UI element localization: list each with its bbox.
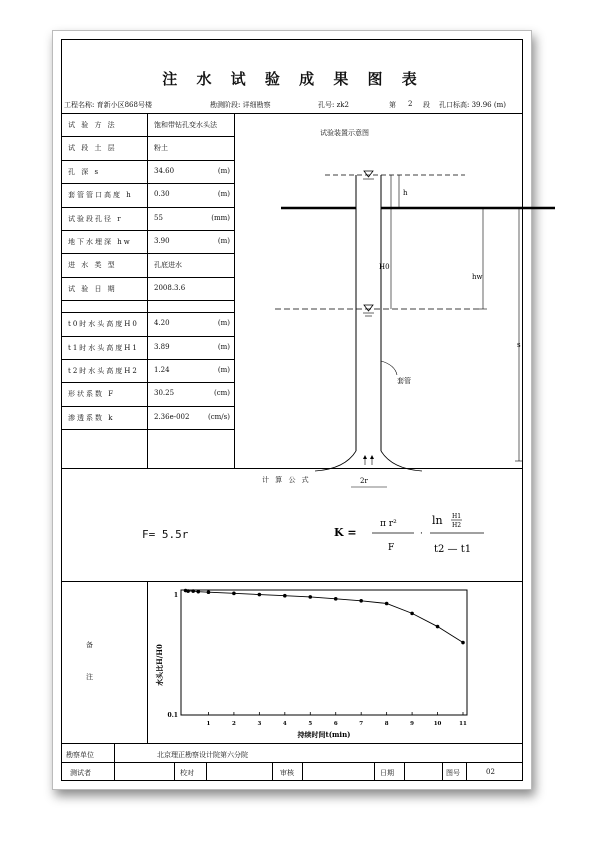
param-unit: (m): [217, 190, 230, 199]
x-tick-label: 6: [333, 721, 338, 727]
x-tick-label: 5: [308, 721, 313, 727]
hole-number: 孔号: zk2: [318, 101, 349, 109]
document-page: [52, 30, 532, 790]
checker-label: 校对: [180, 769, 194, 777]
permeability-formula: [332, 506, 502, 562]
remarks-label-2: 注: [86, 673, 93, 681]
param-label: t2时水头高度H2: [68, 367, 139, 375]
dimension-h0-label: H0: [379, 263, 390, 271]
param-label: t0时水头高度H0: [68, 320, 139, 329]
chart-axes: [181, 590, 467, 715]
data-point: [191, 589, 195, 593]
param-value: 粉土: [154, 144, 168, 153]
data-point: [436, 625, 440, 629]
y-axis-top-label: 1: [173, 592, 178, 599]
param-value: 4.20: [154, 319, 170, 328]
param-label: 形状系数 F: [68, 390, 116, 399]
param-value: 1.24: [154, 366, 170, 374]
project-name: 工程名称: 育新小区868号楼: [64, 101, 152, 109]
casing-label: 套管: [397, 377, 411, 385]
table-row-rule: [62, 359, 234, 360]
x-tick-label: 10: [433, 721, 442, 727]
table-row-rule: [62, 160, 234, 161]
formula-dot: ·: [420, 529, 423, 539]
data-point: [186, 589, 190, 593]
formula-k-lhs: K =: [334, 526, 357, 539]
hole-elevation: 孔口标高: 39.96 (m): [439, 101, 506, 109]
document-frame: [61, 39, 523, 781]
table-row-rule: [62, 207, 234, 208]
param-value: 55: [154, 213, 163, 222]
param-value: 2.36e-002: [154, 412, 190, 421]
footer-mid-rule: [62, 762, 522, 763]
x-tick-label: 1: [206, 721, 211, 727]
data-point: [258, 593, 262, 597]
param-value: 2008.3.6: [154, 283, 186, 292]
formula-h1: H1: [452, 513, 462, 520]
formula-denominator-1: F: [388, 543, 395, 553]
table-row-rule: [62, 300, 234, 301]
data-point: [232, 592, 236, 596]
footer-col-9: [466, 762, 467, 780]
param-value: 30.25: [154, 389, 175, 398]
formula-numerator-1: π r²: [380, 519, 397, 529]
param-label: 渗透系数 k: [68, 413, 115, 422]
formula-ln: ln: [432, 514, 443, 527]
diagram-title: 试验装置示意图: [320, 129, 369, 137]
survey-stage: 勘测阶段: 详细勘察: [210, 101, 271, 109]
table-row-rule: [62, 183, 234, 184]
section-suffix: 段: [423, 101, 430, 109]
shape-factor-formula: F= 5.5r: [142, 528, 189, 541]
param-label: 试 段 土 层: [68, 144, 117, 153]
footer-col-4: [272, 762, 273, 780]
formula-top-rule: [62, 468, 522, 469]
x-tick-label: 11: [459, 721, 467, 727]
param-label: 试 验 方 法: [68, 121, 117, 129]
param-label: 套管管口高度 h: [68, 191, 133, 200]
param-value: 34.60: [154, 166, 175, 175]
param-unit: (m): [217, 166, 230, 175]
data-point: [334, 597, 338, 601]
data-point: [385, 602, 389, 606]
data-point: [410, 612, 414, 616]
param-value: 3.90: [154, 237, 170, 245]
figure-number: 02: [486, 768, 495, 776]
param-unit: (m): [217, 237, 230, 245]
footer-col-5: [302, 762, 303, 780]
formula-heading: 计 算 公 式: [262, 476, 311, 484]
param-value: 0.30: [154, 190, 170, 199]
series-line: [186, 591, 463, 643]
x-tick-label: 3: [257, 721, 262, 727]
table-row-rule: [62, 253, 234, 254]
x-tick-labels: [207, 712, 467, 727]
param-unit: (m): [217, 342, 230, 351]
param-value: 孔底进水: [154, 261, 182, 270]
tester-label: 测试者: [70, 769, 91, 777]
series-points: [184, 589, 465, 645]
survey-unit-label: 勘察单位: [66, 751, 94, 759]
param-unit: (mm): [211, 213, 230, 222]
table-row-rule: [62, 382, 234, 383]
head-ratio-chart: [148, 581, 522, 743]
formula-denominator-2: t2 — t1: [434, 544, 472, 555]
param-unit: (m): [217, 319, 230, 328]
x-tick-label: 2: [231, 721, 236, 727]
dimension-s-label: s: [517, 341, 521, 349]
x-tick-label: 8: [384, 721, 389, 727]
footer-top-rule: [62, 743, 522, 744]
param-unit: (m): [217, 366, 230, 374]
date-label: 日期: [380, 769, 394, 777]
x-axis-title: 持续时间t(min): [297, 730, 351, 739]
footer-col-1: [114, 762, 115, 780]
footer-col-6: [374, 762, 375, 780]
data-point: [359, 599, 363, 603]
page-title: 注 水 试 验 成 果 图 表: [162, 70, 424, 88]
table-row-rule: [62, 277, 234, 278]
x-tick-label: 7: [359, 721, 364, 727]
y-axis-title: 水头比H/H0: [155, 644, 164, 686]
table-row-rule: [62, 429, 234, 430]
data-point: [461, 641, 465, 645]
section-number: 2: [408, 100, 413, 108]
param-value: 3.89: [154, 342, 170, 351]
footer-col-7: [404, 762, 405, 780]
y-axis-bottom-label: 0.1: [167, 712, 178, 719]
table-divider: [147, 113, 148, 468]
data-point: [207, 590, 211, 594]
param-label: 地下水埋深 hw: [68, 238, 132, 246]
table-row-rule: [62, 406, 234, 407]
table-row-rule: [62, 336, 234, 337]
footer-col-8: [442, 762, 443, 780]
dimension-h-label: h: [403, 189, 408, 197]
footer-col-3: [206, 762, 207, 780]
data-point: [308, 595, 312, 599]
survey-unit-value: 北京理正勘察设计院第六分院: [157, 751, 248, 759]
param-unit: (cm/s): [208, 412, 230, 421]
remarks-label-1: 备: [86, 641, 93, 649]
param-label: 进 水 类 型: [68, 261, 117, 270]
x-tick-label: 9: [410, 721, 415, 727]
param-label: 孔 深 s: [68, 167, 101, 176]
footer-divider: [114, 743, 115, 762]
data-point: [196, 590, 200, 594]
formula-h2: H2: [452, 522, 462, 529]
param-label: 试 验 日 期: [68, 284, 117, 293]
dimension-2r-label: 2r: [360, 477, 368, 485]
param-value: 饱和带钻孔变水头法: [154, 121, 217, 129]
table-row-rule: [62, 230, 234, 231]
table-row-rule: [62, 136, 234, 137]
param-label: t1时水头高度H1: [68, 343, 139, 352]
param-label: 试验段孔径 r: [68, 214, 123, 223]
data-point: [283, 594, 287, 598]
x-tick-label: 4: [282, 721, 287, 727]
dimension-hw-label: hw: [472, 273, 483, 281]
reviewer-label: 审核: [280, 769, 294, 777]
figure-number-label: 图号: [446, 769, 460, 777]
param-unit: (cm): [213, 389, 230, 398]
table-gap-rule: [62, 312, 234, 313]
footer-col-2: [174, 762, 175, 780]
section-prefix: 第: [389, 101, 396, 109]
